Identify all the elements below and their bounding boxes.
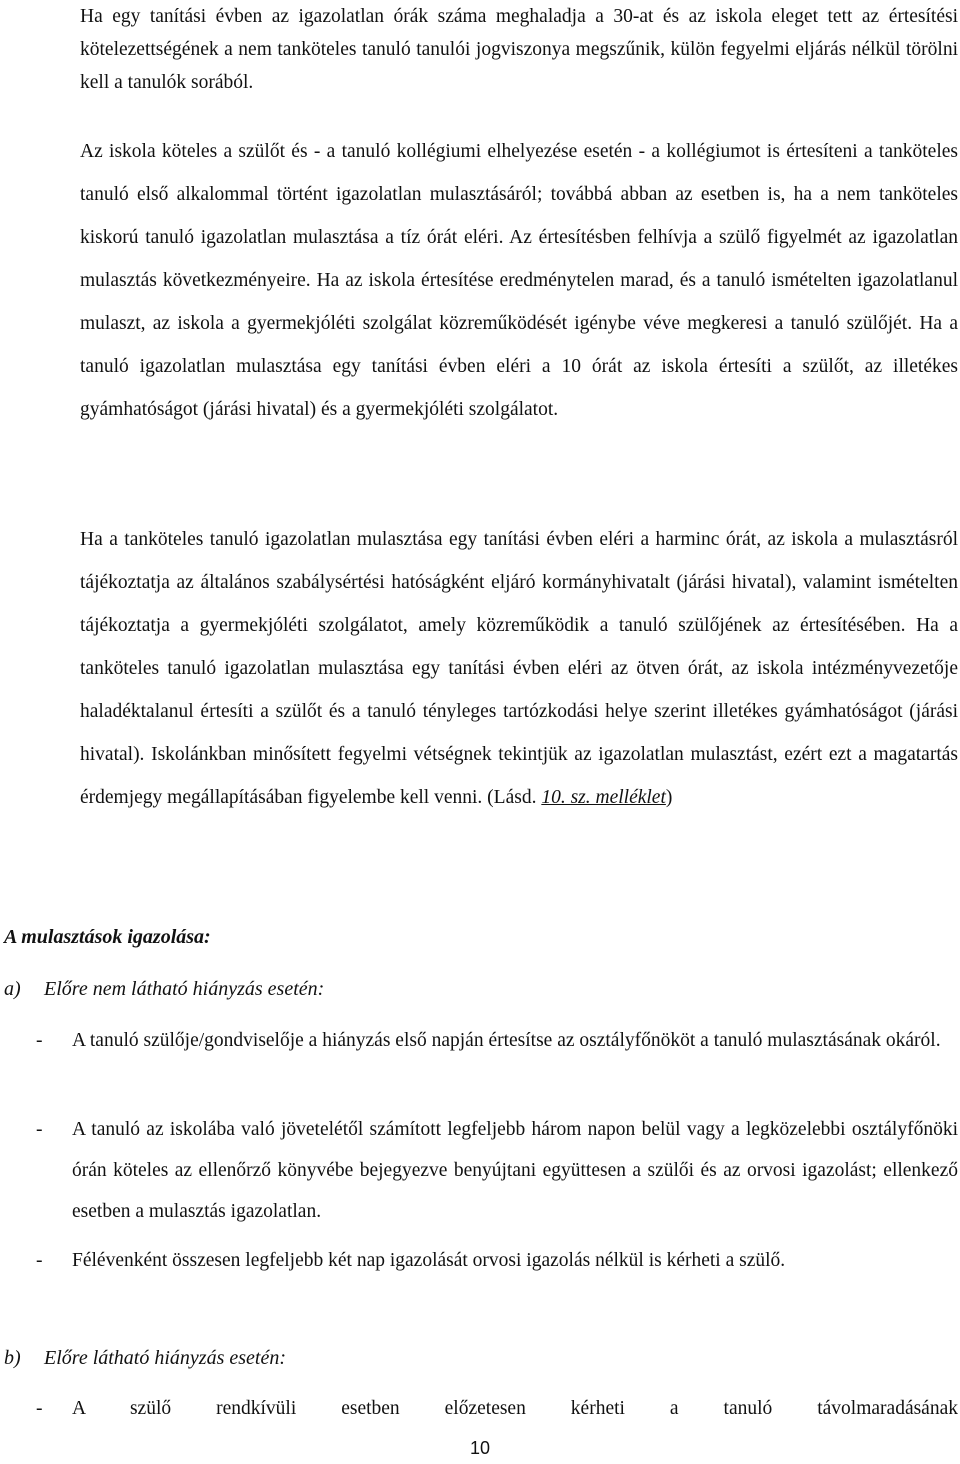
subsection-a-letter: a) — [4, 978, 21, 1000]
bullet-dash: - — [36, 1398, 43, 1419]
bullet-dash: - — [36, 1119, 43, 1140]
subsection-a-heading — [4, 978, 324, 1001]
paragraph-text: Ha a tanköteles tanuló igazolatlan mulasztása egy tanítási évben eléri a harminc órát, az iskola a mulasztásról tájékoztatja az általános szabálysértési hatóságként eljáró kormányhivatalt (járási hivatal), valamint ismételten tájékoztatja a gyermekjóléti szolgálatot, amely közreműködik a tanuló szülőjének az értesítésében. Ha a tanköteles tanuló igazolatlan mulasztása egy tanítási évben eléri az ötven órát, az iskola intézményvezetője haladéktalanul értesíti a szülőt és a tanuló tényleges tartózkodási helye szerint illetékes gyámhatóságot (járási hivatal). Iskolánkban minősített fegyelmi vétségnek tekintjük az igazolatlan mulasztást, ezért ezt a magatartás érdemjegy megállapításában figyelembe kell venni. (Lásd. — [80, 529, 958, 808]
section-heading: A mulasztások igazolása: — [4, 926, 211, 948]
paragraph-parent-notification: Az iskola köteles a szülőt és - a tanuló kollégiumi elhelyezése esetén - a kollégiumot is értesíteni a tanköteles tanuló első alkalommal történt igazolatlan mulasztásáról; továbbá abban az esetben is, ha a nem tanköteles kiskorú tanuló igazolatlan mulasztása a tíz órát eléri. Az értesítésben felhívja a szülő figyelmét az igazolatlan mulasztás következményeire. Ha az iskola értesítése eredménytelen marad, és a tanuló ismételten igazolatlanul mulaszt, az iskola a gyermekjóléti szolgálat közreműködését igénybe véve megkeresi a tanuló szülőjét. Ha a tanuló igazolatlan mulasztása egy tanítási évben eléri a 10 órát az iskola értesíti a szülőt, az illetékes gyámhatóságot (járási hivatal) és a gyermekjóléti szolgálatot. — [80, 141, 958, 420]
bullet-dash: - — [36, 1030, 43, 1051]
list-item — [36, 1240, 958, 1281]
list-item-text: A tanuló az iskolába való jövetelétől számított legfeljebb három napon belül vagy a legközelebbi osztályfőnöki órán köteles az ellenőrző könyvébe bejegyezve benyújtani együttesen a szülői és az orvosi igazolást; ellenkező esetben a mulasztás igazolatlan. — [72, 1119, 958, 1222]
page-number: 10 — [469, 1438, 491, 1458]
list-item-text: A szülő rendkívüli esetben előzetesen kérheti a tanuló távolmaradásának — [72, 1398, 958, 1419]
annex-reference-link[interactable]: 10. sz. melléklet — [541, 787, 666, 808]
list-item — [36, 1020, 958, 1061]
subsection-b-title: Előre látható hiányzás esetén: — [44, 1347, 286, 1369]
paragraph-unexcused-absence-30: Ha egy tanítási évben az igazolatlan órák száma meghaladja a 30-at és az iskola eleget tett az értesítési kötelezettségének a nem tanköteles tanuló tanulói jogviszonya megszűnik, külön fegyelmi eljárás nélkül törölni kell a tanulók sorából. — [80, 6, 958, 93]
list-item-text: Félévenként összesen legfeljebb két nap igazolását orvosi igazolás nélkül is kérheti a szülő. — [72, 1250, 786, 1271]
subsection-b-letter: b) — [4, 1347, 21, 1369]
subsection-a-title: Előre nem látható hiányzás esetén: — [44, 978, 325, 1000]
list-item — [36, 1388, 958, 1429]
paragraph-thirty-hours — [80, 518, 958, 819]
bullet-dash: - — [36, 1250, 43, 1271]
list-item — [36, 1109, 958, 1232]
subsection-b-heading — [4, 1347, 286, 1370]
list-item-text: A tanuló szülője/gondviselője a hiányzás első napján értesítse az osztályfőnököt a tanuló mulasztásának okáról. — [72, 1030, 941, 1051]
closing-paren: ) — [665, 787, 673, 808]
